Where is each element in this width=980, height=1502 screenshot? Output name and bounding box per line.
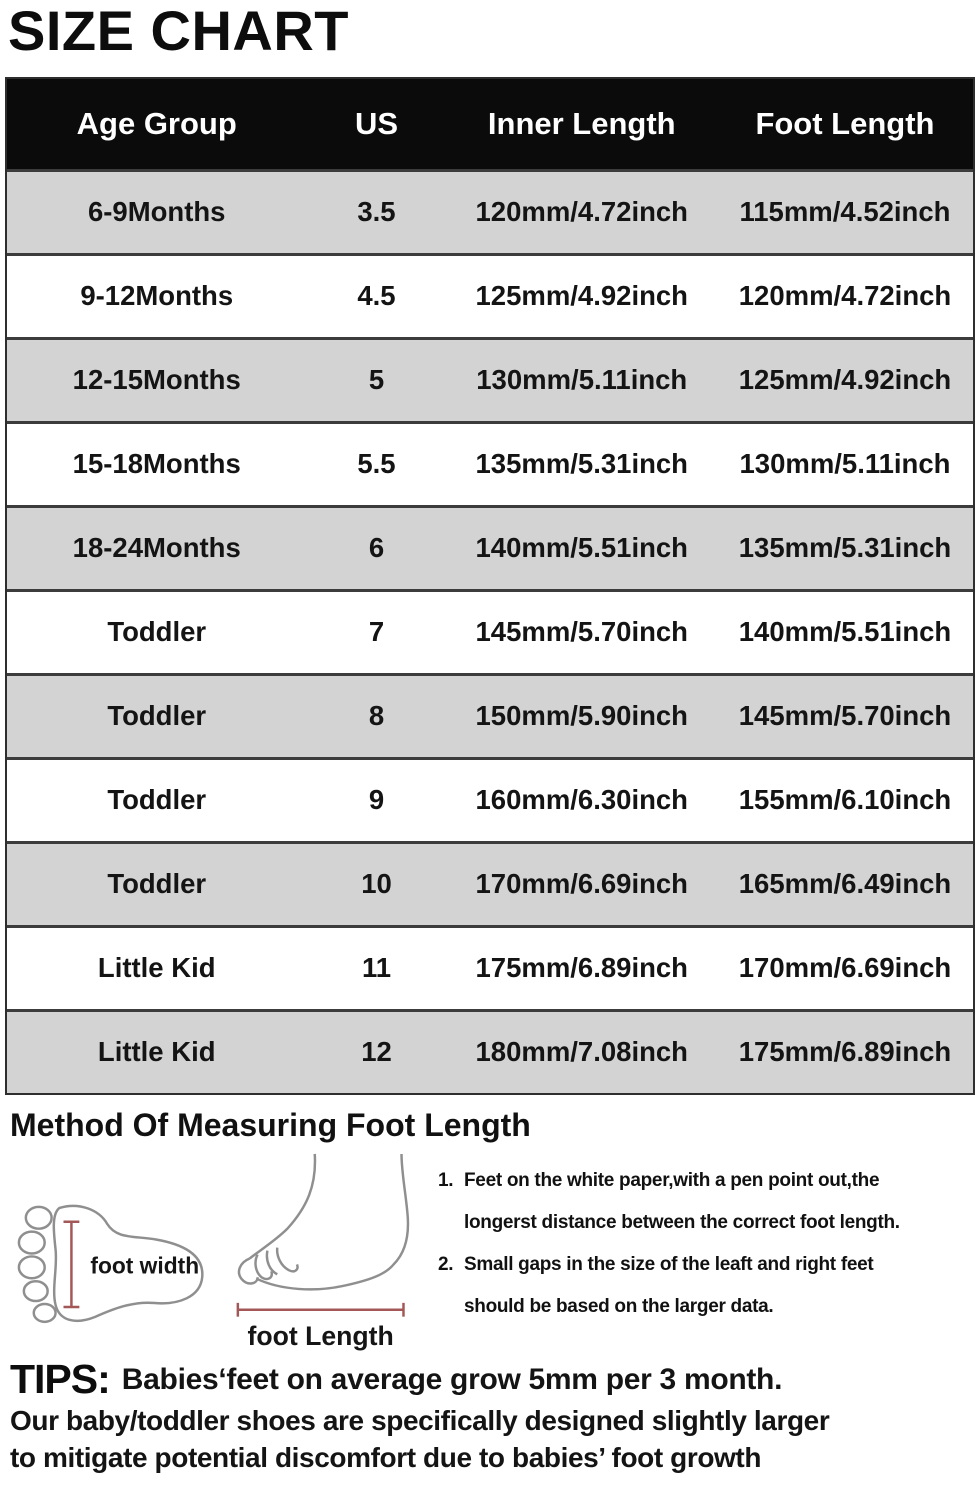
cell-age-group: Toddler (107, 784, 207, 816)
foot-width-measure-line (63, 1222, 79, 1307)
cell-inner-length: 145mm/5.70inch (475, 616, 688, 648)
cell-inner-length: 180mm/7.08inch (475, 1036, 688, 1068)
foot-sole-icon (8, 1196, 226, 1350)
cell-age-group: Little Kid (97, 952, 216, 984)
step-1-line-1 (438, 1160, 972, 1202)
cell-foot-length: 125mm/4.92inch (738, 364, 952, 396)
step-2-line-1 (438, 1244, 972, 1286)
step-1-text: Feet on the white paper,with a pen point out,the (464, 1169, 880, 1191)
cell-age-group: Little Kid (97, 1036, 216, 1068)
cell-age-group: 18-24Months (72, 532, 241, 564)
cell-age-group: 12-15Months (72, 364, 241, 396)
cell-us-size: 12 (361, 1036, 392, 1068)
cell-age-group: 9-12Months (80, 280, 234, 312)
cell-us-size: 10 (361, 868, 392, 900)
cell-inner-length: 120mm/4.72inch (475, 196, 688, 228)
tips-section (10, 1358, 970, 1476)
table-row (7, 169, 973, 253)
tips-label: TIPS: (10, 1356, 110, 1403)
step-2-number: 2. (438, 1253, 454, 1275)
col-header-age-group: Age Group (76, 105, 237, 141)
step-2-line-2: should be based on the larger data. (464, 1295, 774, 1317)
table-row (7, 337, 973, 421)
cell-us-size: 8 (368, 700, 385, 732)
cell-foot-length: 170mm/6.69inch (738, 952, 952, 984)
foot-sole-diagram (8, 1196, 226, 1350)
cell-age-group: Toddler (107, 700, 207, 732)
cell-age-group: Toddler (107, 868, 207, 900)
table-row (7, 421, 973, 505)
cell-inner-length: 170mm/6.69inch (475, 868, 688, 900)
foot-width-label: foot width (90, 1252, 200, 1279)
cell-inner-length: 175mm/6.89inch (475, 952, 688, 984)
cell-inner-length: 160mm/6.30inch (475, 784, 688, 816)
cell-inner-length: 140mm/5.51inch (475, 532, 688, 564)
cell-foot-length: 140mm/5.51inch (738, 616, 952, 648)
table-row (7, 925, 973, 1009)
cell-foot-length: 165mm/6.49inch (738, 868, 952, 900)
cell-foot-length: 175mm/6.89inch (738, 1036, 952, 1068)
cell-us-size: 6 (368, 532, 385, 564)
step-1-line-2: longerst distance between the correct foot length. (464, 1211, 900, 1233)
table-row (7, 757, 973, 841)
foot-length-label: foot Length (247, 1321, 394, 1352)
cell-inner-length: 130mm/5.11inch (476, 364, 688, 396)
page-title: SIZE CHART (8, 0, 349, 62)
size-table (5, 77, 975, 1095)
measuring-steps (438, 1160, 972, 1328)
cell-us-size: 3.5 (357, 196, 396, 228)
table-header-row (7, 79, 973, 169)
cell-foot-length: 115mm/4.52inch (739, 196, 951, 228)
table-row (7, 253, 973, 337)
cell-us-size: 7 (368, 616, 385, 648)
col-header-inner-length: Inner Length (487, 105, 676, 141)
tips-text-1: Babies‘feet on average grow 5mm per 3 month. (121, 1362, 783, 1396)
cell-age-group: 15-18Months (72, 448, 241, 480)
cell-us-size: 5.5 (357, 448, 396, 480)
measuring-section (0, 1144, 980, 1354)
table-row (7, 505, 973, 589)
tips-text-3: to mitigate potential discomfort due to babies’ foot growth (10, 1441, 762, 1473)
cell-foot-length: 145mm/5.70inch (738, 700, 952, 732)
table-row (7, 841, 973, 925)
table-row (7, 673, 973, 757)
step-2-text: Small gaps in the size of the leaft and right feet (464, 1253, 874, 1275)
col-header-foot-length: Foot Length (755, 105, 935, 141)
cell-foot-length: 130mm/5.11inch (739, 448, 951, 480)
cell-inner-length: 150mm/5.90inch (475, 700, 688, 732)
cell-age-group: 6-9Months (87, 196, 226, 228)
foot-length-measure-line (238, 1303, 404, 1317)
tips-first-line (10, 1358, 970, 1402)
cell-inner-length: 125mm/4.92inch (475, 280, 688, 312)
table-row (7, 589, 973, 673)
cell-us-size: 4.5 (357, 280, 396, 312)
cell-foot-length: 120mm/4.72inch (738, 280, 952, 312)
cell-us-size: 11 (361, 952, 392, 984)
cell-us-size: 9 (368, 784, 385, 816)
col-header-us: US (354, 105, 399, 141)
tips-text-2: Our baby/toddler shoes are specifically designed slightly larger (10, 1404, 830, 1436)
step-1-number: 1. (438, 1169, 454, 1191)
cell-age-group: Toddler (107, 616, 207, 648)
cell-us-size: 5 (368, 364, 385, 396)
cell-foot-length: 135mm/5.31inch (738, 532, 952, 564)
foot-side-diagram (226, 1152, 438, 1354)
method-heading: Method Of Measuring Foot Length (10, 1106, 531, 1143)
foot-side-icon (226, 1152, 438, 1354)
cell-foot-length: 155mm/6.10inch (738, 784, 952, 816)
table-row (7, 1009, 973, 1093)
cell-inner-length: 135mm/5.31inch (475, 448, 688, 480)
